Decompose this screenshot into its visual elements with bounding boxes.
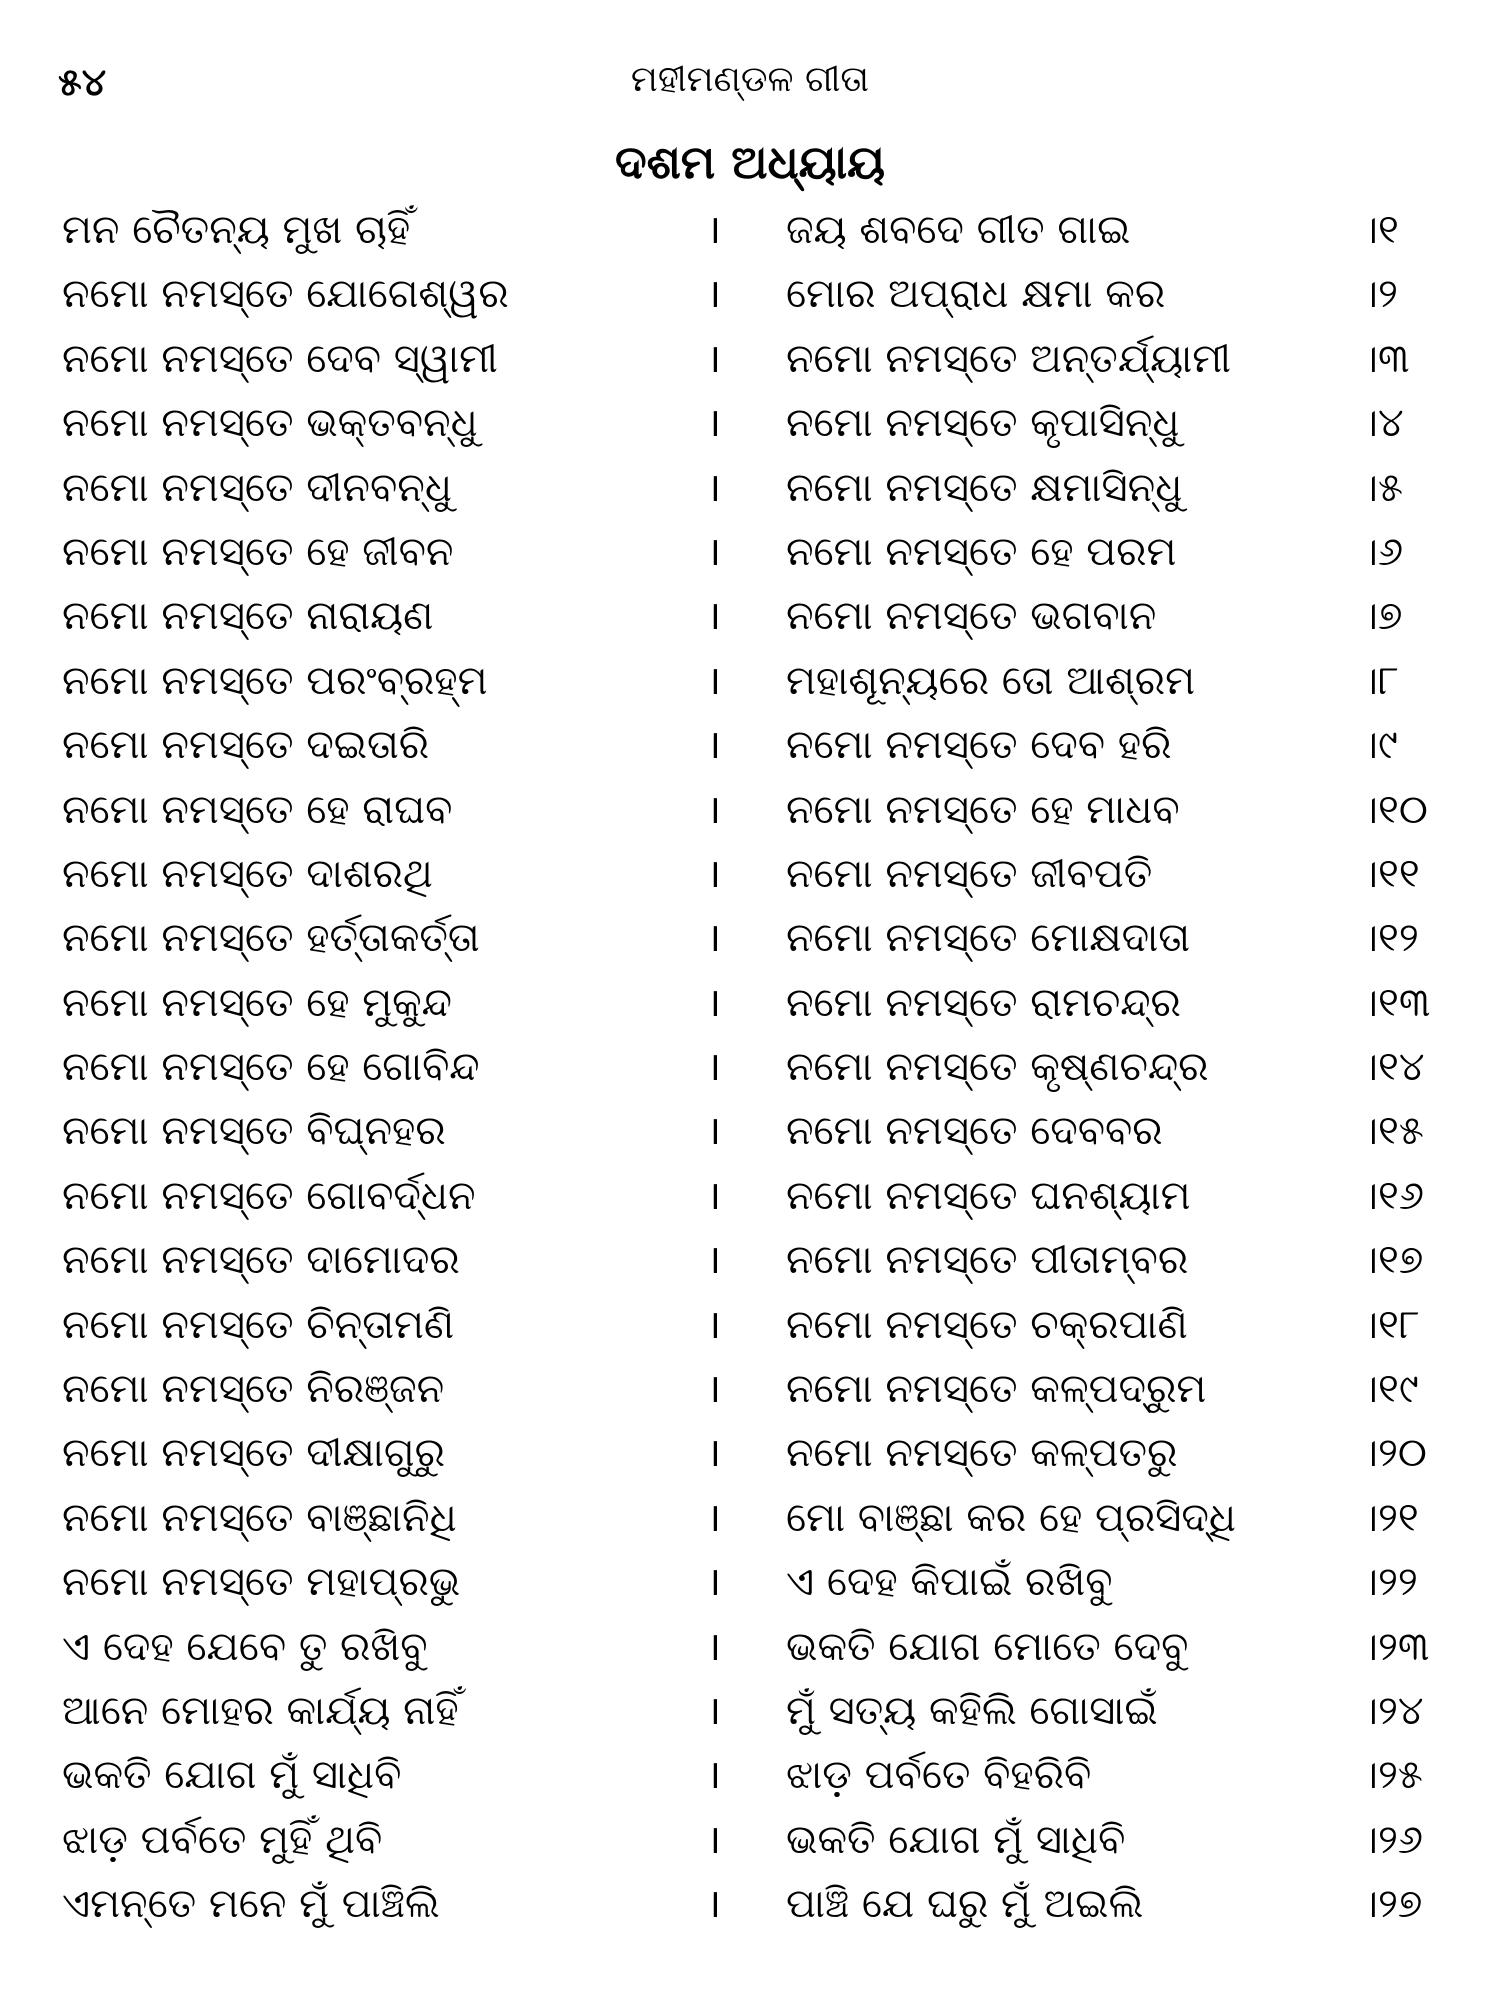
verse-divider: । (706, 464, 722, 511)
verse-number: ।୬ (1360, 528, 1404, 575)
verse-number: ।୧୭ (1360, 1237, 1424, 1284)
verse-number: ।୭ (1360, 593, 1403, 640)
verse-divider: । (706, 1687, 722, 1734)
verse-divider: । (706, 1172, 722, 1219)
verse-divider: । (706, 528, 722, 575)
verse-divider: । (706, 915, 722, 962)
verse-first-half: ନମୋ ନମସ୍ତେ ପରଂବ୍ରହ୍ମ (62, 657, 488, 704)
verse-second-half: ଭକତି ଯୋଗ ମୋତେ ଦେବୁ (786, 1623, 1189, 1670)
verse-row (0, 327, 1500, 391)
verse-second-half: ମୋର ଅପ୍ରାଧ କ୍ଷମା କର (786, 271, 1166, 318)
verse-second-half: ନମୋ ନମସ୍ତେ ଅନ୍ତର୍ଯ୍ୟାମୀ (786, 335, 1231, 382)
verse-first-half: ଭକତି ଯୋଗ ମୁଁ ସାଧିବି (62, 1752, 402, 1799)
verse-number: ।୨୫ (1360, 1752, 1423, 1799)
verse-row (0, 1743, 1500, 1807)
verse-second-half: ନମୋ ନମସ୍ତେ କଳ୍ପଦ୍ରୁମ (786, 1366, 1207, 1413)
verse-number: ।୨୦ (1360, 1430, 1427, 1477)
verse-divider: । (706, 1881, 722, 1928)
verse-divider: । (706, 1494, 722, 1541)
verse-first-half: ଏ ଦେହ ଯେବେ ତୁ ରଖିବୁ (62, 1623, 428, 1670)
verse-second-half: ଜୟ ଶବଦେ ଗୀତ ଗାଇ (786, 207, 1131, 253)
verse-divider: । (706, 400, 722, 447)
verse-first-half: ଝାଡ଼ ପର୍ବତେ ମୁହିଁ ଥିବି (62, 1816, 383, 1863)
verse-number: ।୧୦ (1360, 786, 1428, 833)
verse-first-half: ନମୋ ନମସ୍ତେ ହେ ରାଘବ (62, 786, 453, 833)
verse-divider: । (706, 1044, 722, 1091)
verse-number: ।୨ (1360, 271, 1398, 318)
verse-divider: । (706, 1559, 722, 1606)
verse-divider: । (706, 1237, 722, 1284)
verse-first-half: ନମୋ ନମସ୍ତେ ଦାମୋଦର (62, 1237, 460, 1284)
verse-first-half: ନମୋ ନମସ୍ତେ ଯୋଗେଶ୍ୱର (62, 271, 509, 318)
verse-first-half: ନମୋ ନମସ୍ତେ ଗୋବର୍ଦ୍ଧନ (62, 1172, 476, 1219)
verse-row (0, 906, 1500, 970)
verse-first-half: ନମୋ ନମସ୍ତେ ଦେବ ସ୍ୱାମୀ (62, 335, 498, 382)
verse-row (0, 778, 1500, 842)
verse-second-half: ନମୋ ନମସ୍ତେ କଳ୍ପତରୁ (786, 1430, 1178, 1477)
verse-divider: । (706, 1816, 722, 1863)
verse-divider: । (706, 979, 722, 1026)
verse-divider: । (706, 271, 722, 318)
verse-row (0, 842, 1500, 906)
verse-row (0, 971, 1500, 1035)
verse-number: ।୨୬ (1360, 1816, 1424, 1863)
verse-first-half: ନମୋ ନମସ୍ତେ ହେ ଜୀବନ (62, 528, 454, 575)
verse-row (0, 1615, 1500, 1679)
verse-second-half: ନମୋ ନମସ୍ତେ କୃଷ୍ଣଚନ୍ଦ୍ର (786, 1044, 1209, 1091)
verse-row (0, 1099, 1500, 1163)
verse-row (0, 584, 1500, 648)
verse-first-half: ନମୋ ନମସ୍ତେ ଦାଶରଥି (62, 850, 433, 897)
verse-row (0, 1228, 1500, 1292)
verse-number: ।୪ (1360, 400, 1404, 447)
verse-first-half: ନମୋ ନମସ୍ତେ ଦୀନବନ୍ଧୁ (62, 464, 452, 511)
verse-second-half: ନମୋ ନମସ୍ତେ ଜୀବପତି (786, 850, 1153, 897)
verse-first-half: ଆନେ ମୋହର କାର୍ଯ୍ୟ ନାହିଁ (62, 1687, 459, 1734)
verse-number: ।୯ (1360, 722, 1398, 769)
verse-number: ।୧୪ (1360, 1044, 1425, 1091)
verse-divider: । (706, 722, 722, 769)
verse-second-half: ଏ ଦେହ କିପାଇଁ ରଖିବୁ (786, 1559, 1113, 1606)
verse-number: ।୧୮ (1360, 1301, 1420, 1348)
verse-number: ।୮ (1360, 657, 1399, 704)
verse-second-half: ନମୋ ନମସ୍ତେ କୃପାସିନ୍ଧୁ (786, 400, 1180, 447)
verse-row (0, 198, 1500, 262)
verse-number: ।୨୩ (1360, 1623, 1430, 1670)
verse-first-half: ନମୋ ନମସ୍ତେ ନିରଞ୍ଜନ (62, 1366, 445, 1413)
verse-number: ।୧୩ (1360, 979, 1431, 1026)
verse-first-half: ନମୋ ନମସ୍ତେ ବାଞ୍ଛାନିଧି (62, 1494, 457, 1541)
verse-first-half: ନମୋ ନମସ୍ତେ ଭକ୍ତବନ୍ଧୁ (62, 400, 478, 447)
verse-row (0, 1357, 1500, 1421)
verse-first-half: ଏମନ୍ତେ ମନେ ମୁଁ ପାଞ୍ଚିଲି (62, 1881, 440, 1928)
verse-row (0, 1550, 1500, 1614)
verse-second-half: ଝାଡ଼ ପର୍ବତେ ବିହରିବି (786, 1752, 1092, 1799)
verse-second-half: ନମୋ ନମସ୍ତେ ହେ ମାଧବ (786, 786, 1180, 833)
page-number: ୫୪ (58, 60, 107, 104)
verse-number: ।୩ (1360, 335, 1410, 382)
verse-row (0, 456, 1500, 520)
verse-second-half: ନମୋ ନମସ୍ତେ ଭଗବାନ (786, 593, 1157, 640)
verse-row (0, 1035, 1500, 1099)
verse-number: ।୨୭ (1360, 1881, 1423, 1928)
verse-number: ।୨୪ (1360, 1687, 1424, 1734)
verse-first-half: ନମୋ ନମସ୍ତେ ଦଇତାରି (62, 722, 430, 769)
verse-second-half: ନମୋ ନମସ୍ତେ ରାମଚନ୍ଦ୍ର (786, 979, 1181, 1026)
verse-number: ।୧୯ (1360, 1366, 1419, 1413)
verse-second-half: ମହାଶୂନ୍ୟରେ ତୋ ଆଶ୍ରମ (786, 657, 1196, 704)
verse-row (0, 391, 1500, 455)
verse-divider: । (706, 657, 722, 704)
verse-row (0, 262, 1500, 326)
verse-divider: । (706, 786, 722, 833)
verse-first-half: ନମୋ ନମସ୍ତେ ହେ ମୁକୁନ୍ଦ (62, 979, 452, 1026)
verse-row (0, 520, 1500, 584)
verse-second-half: ନମୋ ନମସ୍ତେ ଚକ୍ରପାଣି (786, 1301, 1188, 1348)
verse-row (0, 1421, 1500, 1485)
verse-first-half: ନମୋ ନମସ୍ତେ ବିଘ୍ନହର (62, 1108, 446, 1155)
verse-second-half: ଭକତି ଯୋଗ ମୁଁ ସାଧିବି (786, 1816, 1126, 1863)
verse-row (0, 1872, 1500, 1936)
verse-number: ।୨୧ (1360, 1494, 1419, 1541)
verse-divider: । (706, 335, 722, 382)
verse-second-half: ନମୋ ନମସ୍ତେ ଦେବବର (786, 1108, 1163, 1155)
verse-number: ।୧୧ (1360, 850, 1420, 897)
verse-row (0, 1486, 1500, 1550)
verse-row (0, 649, 1500, 713)
verse-divider: । (706, 207, 722, 253)
verse-list (0, 198, 1500, 1937)
verse-first-half: ନମୋ ନମସ୍ତେ ହେ ଗୋବିନ୍ଦ (62, 1044, 480, 1091)
verse-second-half: ନମୋ ନମସ୍ତେ ପୀତାମ୍ବର (786, 1237, 1189, 1284)
verse-second-half: ନମୋ ନମସ୍ତେ ମୋକ୍ଷଦାତା (786, 915, 1191, 962)
verse-number: ।୨୨ (1360, 1559, 1418, 1606)
verse-number: ।୧୫ (1360, 1108, 1424, 1155)
verse-divider: । (706, 1430, 722, 1477)
verse-second-half: ପାଞ୍ଚି ଯେ ଘରୁ ମୁଁ ଅଇଲି (786, 1881, 1144, 1928)
verse-number: ।୧୬ (1360, 1172, 1424, 1219)
verse-divider: । (706, 1366, 722, 1413)
verse-first-half: ନମୋ ନମସ୍ତେ ନାରାୟଣ (62, 593, 434, 640)
verse-row (0, 1164, 1500, 1228)
verse-divider: । (706, 1108, 722, 1155)
verse-divider: । (706, 1623, 722, 1670)
verse-second-half: ମୋ ବାଞ୍ଛା କର ହେ ପ୍ରସିଦ୍ଧି (786, 1494, 1236, 1541)
verse-divider: । (706, 850, 722, 897)
running-title: ମହୀମଣ୍ଡଳ ଗୀତା (630, 59, 870, 100)
verse-first-half: ମନ ଚୈତନ୍ୟ ମୁଖ ଚାହିଁ (62, 207, 411, 253)
verse-row (0, 713, 1500, 777)
verse-number: ।୫ (1360, 464, 1403, 511)
chapter-title: ଦଶମ ଅଧ୍ୟାୟ (614, 135, 886, 189)
verse-number: ।୧ (1360, 207, 1399, 253)
verse-second-half: ନମୋ ନମସ୍ତେ ହେ ପରମ (786, 528, 1177, 575)
verse-divider: । (706, 593, 722, 640)
verse-first-half: ନମୋ ନମସ୍ତେ ଦୀକ୍ଷାଗୁରୁ (62, 1430, 445, 1477)
verse-row (0, 1679, 1500, 1743)
verse-divider: । (706, 1752, 722, 1799)
verse-number: ।୧୨ (1360, 915, 1419, 962)
verse-first-half: ନମୋ ନମସ୍ତେ ଚିନ୍ତାମଣି (62, 1301, 455, 1348)
verse-second-half: ନମୋ ନମସ୍ତେ ଦେବ ହରି (786, 722, 1172, 769)
verse-second-half: ନମୋ ନମସ୍ତେ ଘନଶ୍ୟାମ (786, 1172, 1191, 1219)
verse-first-half: ନମୋ ନମସ୍ତେ ହର୍ତ୍ତାକର୍ତ୍ତା (62, 915, 480, 962)
verse-second-half: ମୁଁ ସତ୍ୟ କହିଲି ଗୋସାଇଁ (786, 1687, 1158, 1734)
verse-divider: । (706, 1301, 722, 1348)
verse-row (0, 1293, 1500, 1357)
verse-second-half: ନମୋ ନମସ୍ତେ କ୍ଷମାସିନ୍ଧୁ (786, 464, 1183, 511)
verse-first-half: ନମୋ ନମସ୍ତେ ମହାପ୍ରଭୁ (62, 1559, 461, 1606)
verse-row (0, 1808, 1500, 1872)
